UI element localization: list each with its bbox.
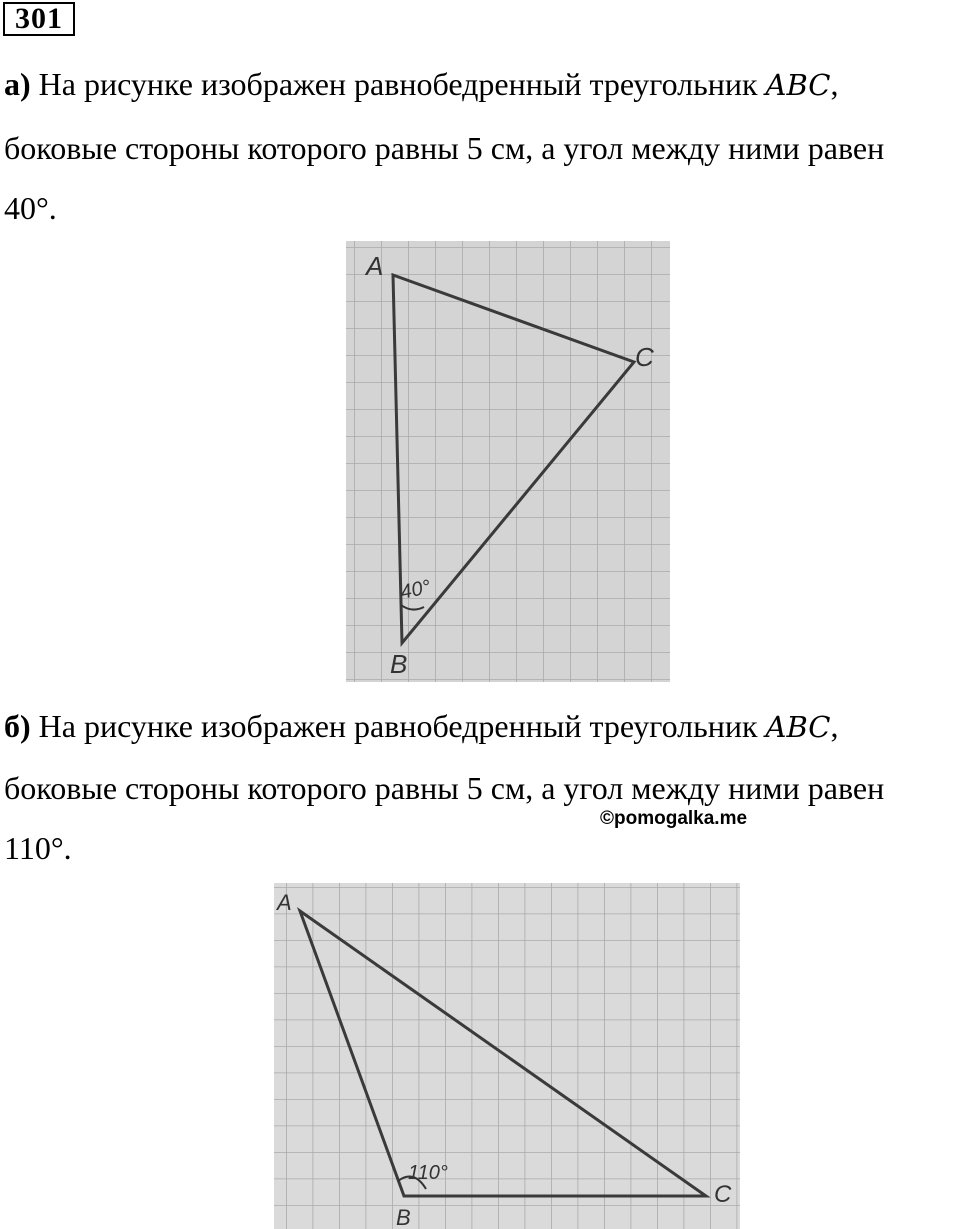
part-b-comma: ,: [830, 708, 839, 744]
figure-a-drawing: [346, 241, 670, 682]
watermark: ©pomogalka.me: [600, 808, 748, 829]
vertex-b-label-b: B: [396, 1205, 411, 1229]
part-b-line2: боковые стороны которого равны 5 см, а угол между ними равен: [4, 770, 885, 806]
part-b-label: б): [4, 708, 31, 744]
part-a-text: На рисунке изображен равнобедренный треугольник: [30, 66, 766, 102]
figure-a-photo: [346, 241, 670, 682]
vertex-a-label-a: A: [366, 251, 384, 281]
part-b-text: На рисунке изображен равнобедренный треугольник: [30, 708, 766, 744]
angle-label-a: 40°: [398, 576, 433, 604]
figure-b-drawing: [274, 883, 740, 1229]
part-a-triangle-name: ABC: [765, 68, 831, 102]
part-a-line3: 40°.: [4, 190, 57, 226]
exercise-number: 301: [3, 2, 75, 36]
figure-b-photo: [274, 883, 740, 1229]
vertex-b-label-a: B: [390, 649, 408, 679]
part-b-line3: 110°.: [4, 830, 72, 866]
part-b-line1: [4, 694, 956, 759]
part-b-triangle-name: ABC: [765, 710, 831, 744]
part-a-label: а): [4, 66, 31, 102]
part-a-comma: ,: [830, 66, 839, 102]
vertex-c-label-b: C: [714, 1181, 732, 1208]
vertex-a-label-b: A: [277, 890, 292, 915]
angle-label-b: 110°: [408, 1162, 448, 1184]
part-a-line2: боковые стороны которого равны 5 см, а угол между ними равен: [4, 130, 885, 166]
part-a-line1: [4, 52, 956, 117]
vertex-c-label-a: C: [635, 342, 654, 372]
